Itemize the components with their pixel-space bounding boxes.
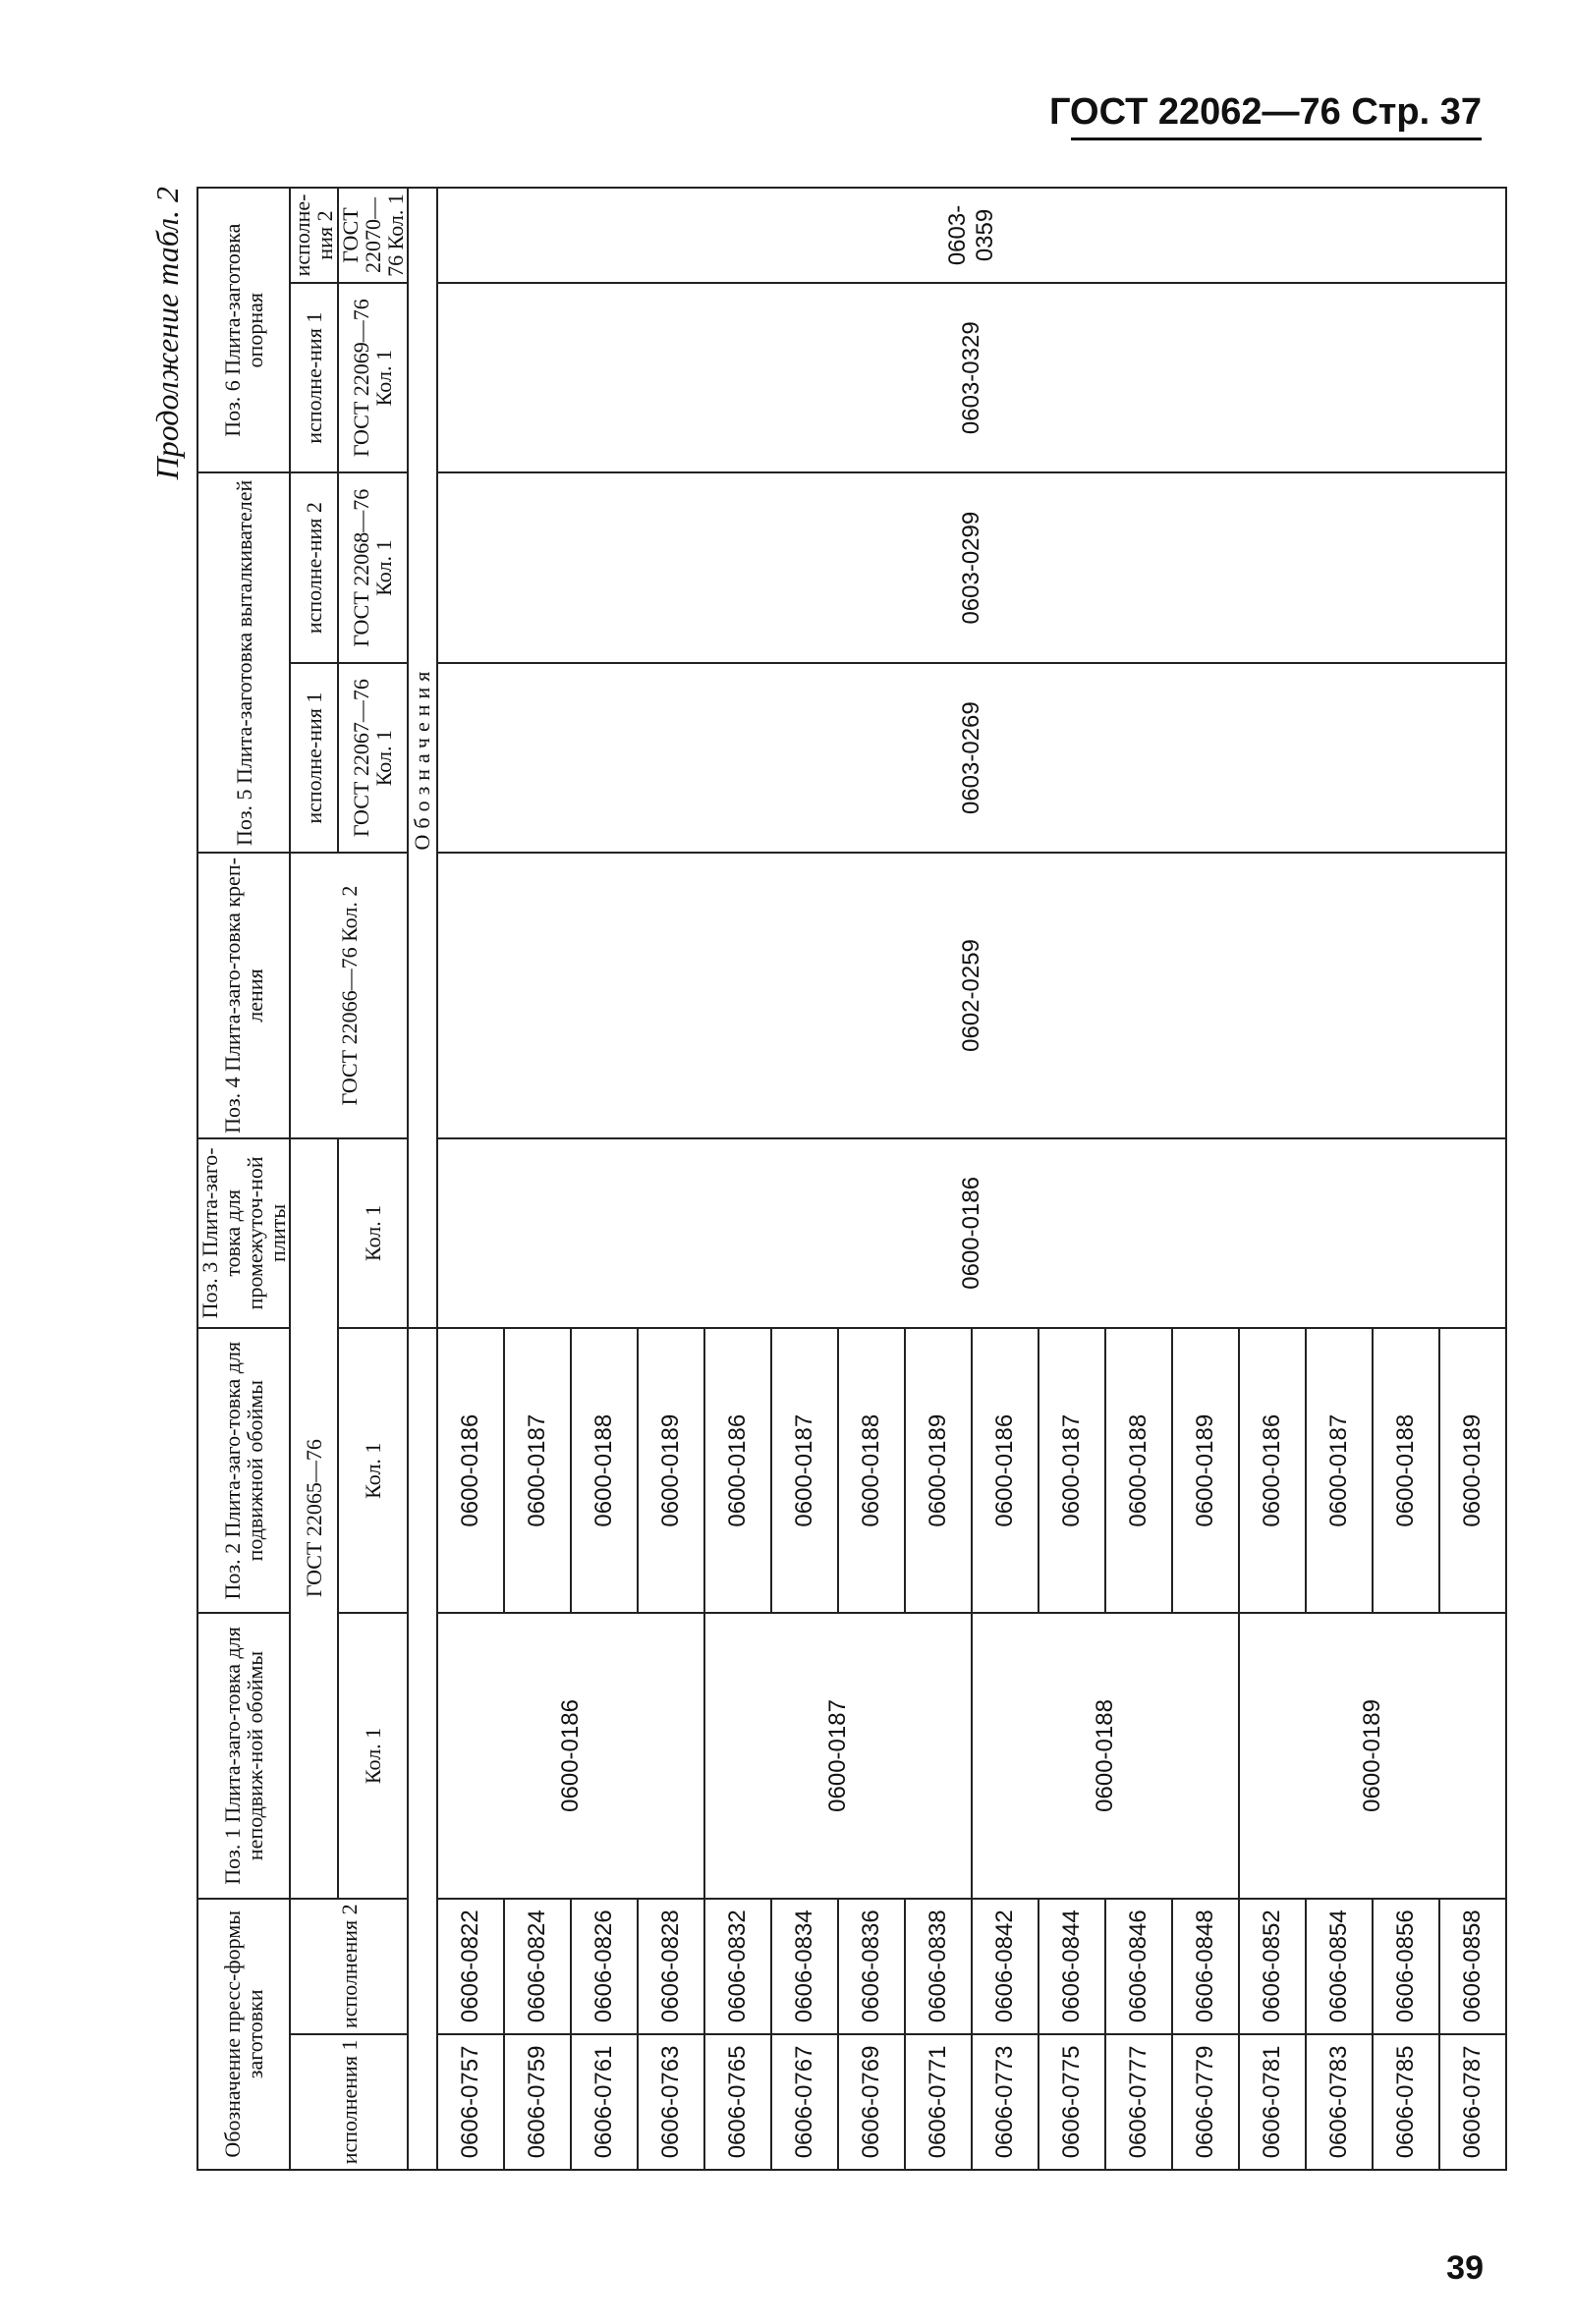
mold-isp1-cell: 0606-0763: [638, 2034, 704, 2170]
mold-isp1-cell: 0606-0765: [704, 2034, 771, 2170]
poz5-isp2-gost: ГОСТ 22068—76 Кол. 1: [338, 472, 408, 662]
poz2-cell: 0600-0188: [571, 1328, 638, 1613]
mold-isp1-cell: 0606-0781: [1239, 2034, 1306, 2170]
page-number: 39: [1446, 2249, 1484, 2287]
page-header: ГОСТ 22062—76 Стр. 37: [1048, 91, 1482, 133]
poz6-isp2-cell: 0603-0359: [437, 188, 1506, 283]
poz5-isp2-cell: 0603-0299: [437, 472, 1506, 662]
header-row-2: [290, 188, 337, 2170]
rotated-table-area: [147, 187, 1486, 2171]
isp2-header: исполнения 2: [290, 1899, 407, 2034]
mold-isp1-cell: 0606-0785: [1373, 2034, 1439, 2170]
mold-isp1-cell: 0606-0767: [771, 2034, 838, 2170]
poz4-cell: 0602-0259: [437, 853, 1506, 1137]
table-caption: Продолжение табл. 2: [149, 187, 185, 480]
mold-isp1-cell: 0606-0757: [437, 2034, 504, 2170]
header-rule: [1071, 138, 1482, 140]
poz3-header: Поз. 3 Плита-заго-товка для промежуточ-ной плиты: [197, 1138, 290, 1328]
poz2-cell: 0600-0188: [1373, 1328, 1439, 1613]
isp1-header: исполнения 1: [290, 2034, 407, 2170]
poz1-cell: 0600-0186: [437, 1613, 704, 1898]
poz5-header: Поз. 5 Плита-заготовка выталкивателей: [197, 472, 290, 853]
poz1-cell: 0600-0187: [704, 1613, 972, 1898]
poz2-cell: 0600-0187: [504, 1328, 571, 1613]
band-row: [408, 188, 437, 2170]
mold-isp2-cell: 0606-0822: [437, 1899, 504, 2034]
mold-isp1-cell: 0606-0783: [1306, 2034, 1373, 2170]
poz6-isp1-header: исполне-ния 1: [290, 283, 337, 472]
poz6-isp2-gost: ГОСТ 22070—76 Кол. 1: [338, 188, 408, 283]
mold-isp2-cell: 0606-0858: [1439, 1899, 1506, 2034]
mold-isp2-cell: 0606-0838: [905, 1899, 972, 2034]
mold-isp1-cell: 0606-0777: [1105, 2034, 1172, 2170]
poz2-cell: 0600-0189: [638, 1328, 704, 1613]
poz3-cell: 0600-0186: [437, 1138, 1506, 1328]
mold-isp2-cell: 0606-0834: [771, 1899, 838, 2034]
designation-table: [196, 187, 1507, 2171]
poz2-cell: 0600-0189: [1439, 1328, 1506, 1613]
poz6-isp1-cell: 0603-0329: [437, 283, 1506, 472]
poz3-kol-header: Кол. 1: [338, 1138, 408, 1328]
poz1-cell: 0600-0188: [972, 1613, 1239, 1898]
poz2-header: Поз. 2 Плита-заго-товка для подвижной обоймы: [197, 1328, 290, 1613]
poz5-isp2-header: исполне-ния 2: [290, 472, 337, 662]
poz2-cell: 0600-0189: [1172, 1328, 1239, 1613]
mold-isp2-cell: 0606-0852: [1239, 1899, 1306, 2034]
poz2-kol-header: Кол. 1: [338, 1328, 408, 1613]
table-row: [437, 188, 504, 2170]
mold-isp2-cell: 0606-0846: [1105, 1899, 1172, 2034]
poz2-cell: 0600-0186: [972, 1328, 1039, 1613]
header-row-1: [197, 188, 290, 2170]
mold-isp2-cell: 0606-0832: [704, 1899, 771, 2034]
poz5-isp1-cell: 0603-0269: [437, 663, 1506, 853]
designations-band: Обозначения: [408, 188, 437, 1328]
poz4-header: Поз. 4 Плита-заго-товка креп-ления: [197, 853, 290, 1137]
poz6-isp1-gost: ГОСТ 22069—76 Кол. 1: [338, 283, 408, 472]
poz4-gost-header: ГОСТ 22066—76 Кол. 2: [290, 853, 407, 1137]
poz5-isp1-header: исполне-ния 1: [290, 663, 337, 853]
poz2-cell: 0600-0187: [1306, 1328, 1373, 1613]
mold-isp1-cell: 0606-0769: [838, 2034, 905, 2170]
mold-isp1-cell: 0606-0775: [1039, 2034, 1105, 2170]
poz2-cell: 0600-0186: [1239, 1328, 1306, 1613]
mold-isp2-cell: 0606-0836: [838, 1899, 905, 2034]
poz1-cell: 0600-0189: [1239, 1613, 1506, 1898]
mold-isp2-cell: 0606-0828: [638, 1899, 704, 2034]
mold-isp2-cell: 0606-0854: [1306, 1899, 1373, 2034]
mold-isp2-cell: 0606-0824: [504, 1899, 571, 2034]
mold-isp1-cell: 0606-0759: [504, 2034, 571, 2170]
poz2-cell: 0600-0187: [771, 1328, 838, 1613]
poz2-cell: 0600-0189: [905, 1328, 972, 1613]
mold-designation-header: Обозначение пресс-формы заготовки: [197, 1899, 290, 2170]
poz6-header: Поз. 6 Плита-заготовка опорная: [197, 188, 290, 472]
poz1-header: Поз. 1 Плита-заго-товка для неподвиж-ной обоймы: [197, 1613, 290, 1898]
mold-isp1-cell: 0606-0773: [972, 2034, 1039, 2170]
poz1-kol-header: Кол. 1: [338, 1613, 408, 1898]
band-spacer: [408, 1328, 437, 2170]
mold-isp1-cell: 0606-0787: [1439, 2034, 1506, 2170]
mold-isp1-cell: 0606-0771: [905, 2034, 972, 2170]
poz2-cell: 0600-0186: [437, 1328, 504, 1613]
poz2-cell: 0600-0188: [838, 1328, 905, 1613]
mold-isp1-cell: 0606-0761: [571, 2034, 638, 2170]
mold-isp2-cell: 0606-0842: [972, 1899, 1039, 2034]
mold-isp2-cell: 0606-0844: [1039, 1899, 1105, 2034]
poz6-isp2-header: исполне-ния 2: [290, 188, 337, 283]
mold-isp2-cell: 0606-0848: [1172, 1899, 1239, 2034]
gost-22065-header: ГОСТ 22065—76: [290, 1138, 337, 1899]
header-row-3: [338, 188, 408, 2170]
poz2-cell: 0600-0186: [704, 1328, 771, 1613]
mold-isp1-cell: 0606-0779: [1172, 2034, 1239, 2170]
poz2-cell: 0600-0188: [1105, 1328, 1172, 1613]
mold-isp2-cell: 0606-0826: [571, 1899, 638, 2034]
mold-isp2-cell: 0606-0856: [1373, 1899, 1439, 2034]
poz5-isp1-gost: ГОСТ 22067—76 Кол. 1: [338, 663, 408, 853]
poz2-cell: 0600-0187: [1039, 1328, 1105, 1613]
